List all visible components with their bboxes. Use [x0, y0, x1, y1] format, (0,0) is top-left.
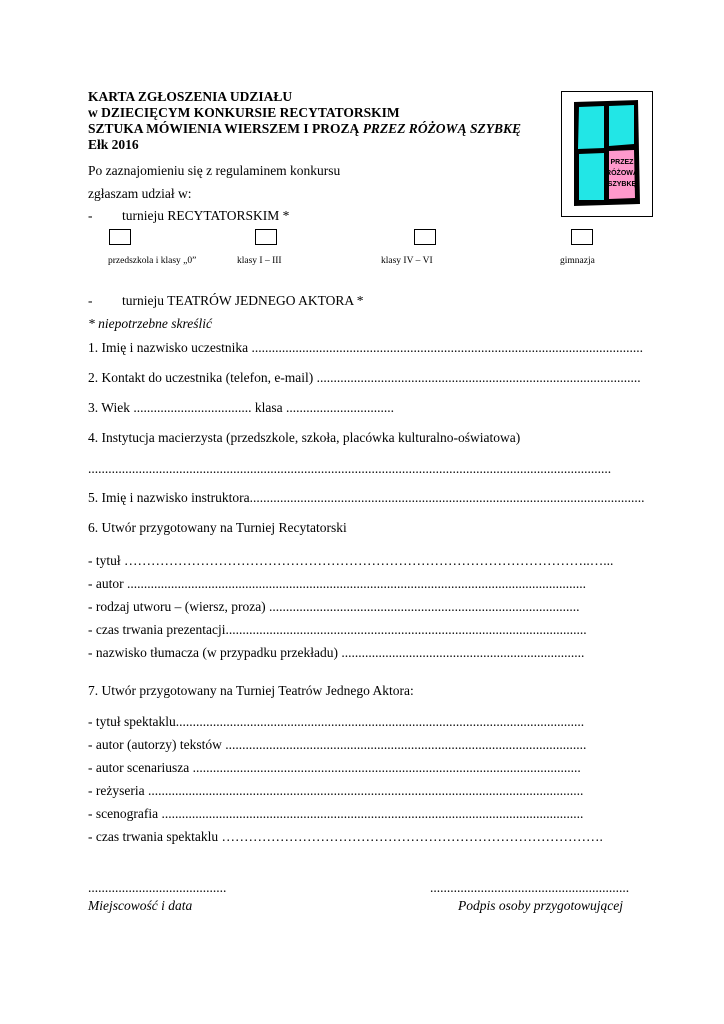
intro-line-1: Po zaznajomieniu się z regulaminem konkursu — [88, 163, 341, 178]
field-participant-contact[interactable]: 2. Kontakt do uczestnika (telefon, e-mail) ................................................................................................ — [88, 370, 641, 385]
checkbox-preschool[interactable] — [109, 229, 131, 245]
field-participant-name[interactable]: 1. Imię i nazwisko uczestnika .................................................................................................................... — [88, 340, 643, 355]
logo-text-1: PRZEZ — [610, 159, 634, 166]
place-year: Ełk 2016 — [88, 137, 139, 152]
section7-scenography-field[interactable]: - scenografia ............................................................................................................................. — [88, 806, 584, 821]
section6-duration-field[interactable]: - czas trwania prezentacji........................................................................................................... — [88, 622, 587, 637]
signature-line[interactable]: ........................................................... — [430, 880, 630, 895]
field-institution-line[interactable]: ........................................................................................................................................................... — [88, 461, 612, 476]
section7-duration-field[interactable]: - czas trwania spektaklu …………………………………………………………………………. — [88, 829, 603, 844]
checkbox-grades-4-6[interactable] — [414, 229, 436, 245]
contest-logo — [561, 91, 653, 217]
form-title: KARTA ZGŁOSZENIA UDZIAŁU — [88, 89, 293, 104]
category-label-gymnasium: gimnazja — [560, 256, 595, 266]
section6-author-field[interactable]: - autor ........................................................................................................................................ — [88, 576, 586, 591]
section-7-title: 7. Utwór przygotowany na Turniej Teatrów Jednego Aktora: — [88, 683, 414, 698]
dash-bullet: - — [88, 293, 93, 308]
dash-bullet: - — [88, 208, 93, 223]
place-date-label: Miejscowość i data — [88, 898, 193, 913]
section6-genre-field[interactable]: - rodzaj utworu – (wiersz, proza) ............................................................................................ — [88, 599, 580, 614]
section7-play-title-field[interactable]: - tytuł spektaklu......................................................................................................................... — [88, 714, 585, 729]
category-label-grades-4-6: klasy IV – VI — [381, 256, 433, 266]
section7-text-author-field[interactable]: - autor (autorzy) tekstów ........................................................................................................... — [88, 737, 587, 752]
checkbox-gymnasium[interactable] — [571, 229, 593, 245]
category-label-preschool: przedszkola i klasy „0” — [108, 256, 197, 266]
option-one-actor-theatre: turnieju TEATRÓW JEDNEGO AKTORA * — [122, 293, 364, 308]
signature-label: Podpis osoby przygotowującej — [458, 898, 623, 913]
section-6-title: 6. Utwór przygotowany na Turniej Recytatorski — [88, 520, 347, 535]
field-institution-label: 4. Instytucja macierzysta (przedszkole, szkoła, placówka kulturalno-oświatowa) — [88, 430, 521, 445]
contest-subtitle-bold: SZTUKA MÓWIENIA WIERSZEM I PROZĄ — [88, 121, 363, 136]
intro-line-2: zgłaszam udział w: — [88, 186, 192, 201]
place-date-line[interactable]: ......................................... — [88, 880, 227, 895]
section7-script-author-field[interactable]: - autor scenariusza ................................................................................................................... — [88, 760, 581, 775]
field-age-class[interactable]: 3. Wiek ................................... klasa ................................ — [88, 400, 394, 415]
field-instructor-name[interactable]: 5. Imię i nazwisko instruktora..................................................................................................................... — [88, 490, 645, 505]
logo-text-2: RÓŻOWĄ — [606, 170, 638, 177]
contest-subtitle — [88, 120, 521, 137]
strike-out-note: * niepotrzebne skreślić — [88, 316, 212, 331]
section6-title-field[interactable]: - tytuł …………………………………………………………………………………………..…... — [88, 553, 614, 568]
checkbox-grades-1-3[interactable] — [255, 229, 277, 245]
option-recitation: turnieju RECYTATORSKIM * — [122, 208, 290, 223]
window-logo-icon — [562, 92, 652, 216]
category-label-grades-1-3: klasy I – III — [237, 256, 282, 266]
contest-name: w DZIECIĘCYM KONKURSIE RECYTATORSKIM — [88, 105, 400, 120]
contest-subtitle-italic: PRZEZ RÓŻOWĄ SZYBKĘ — [362, 121, 521, 136]
section7-direction-field[interactable]: - reżyseria ................................................................................................................................. — [88, 783, 584, 798]
section6-translator-field[interactable]: - nazwisko tłumacza (w przypadku przekładu) ........................................................................ — [88, 645, 585, 660]
logo-text-3: SZYBKĘ — [607, 181, 637, 188]
